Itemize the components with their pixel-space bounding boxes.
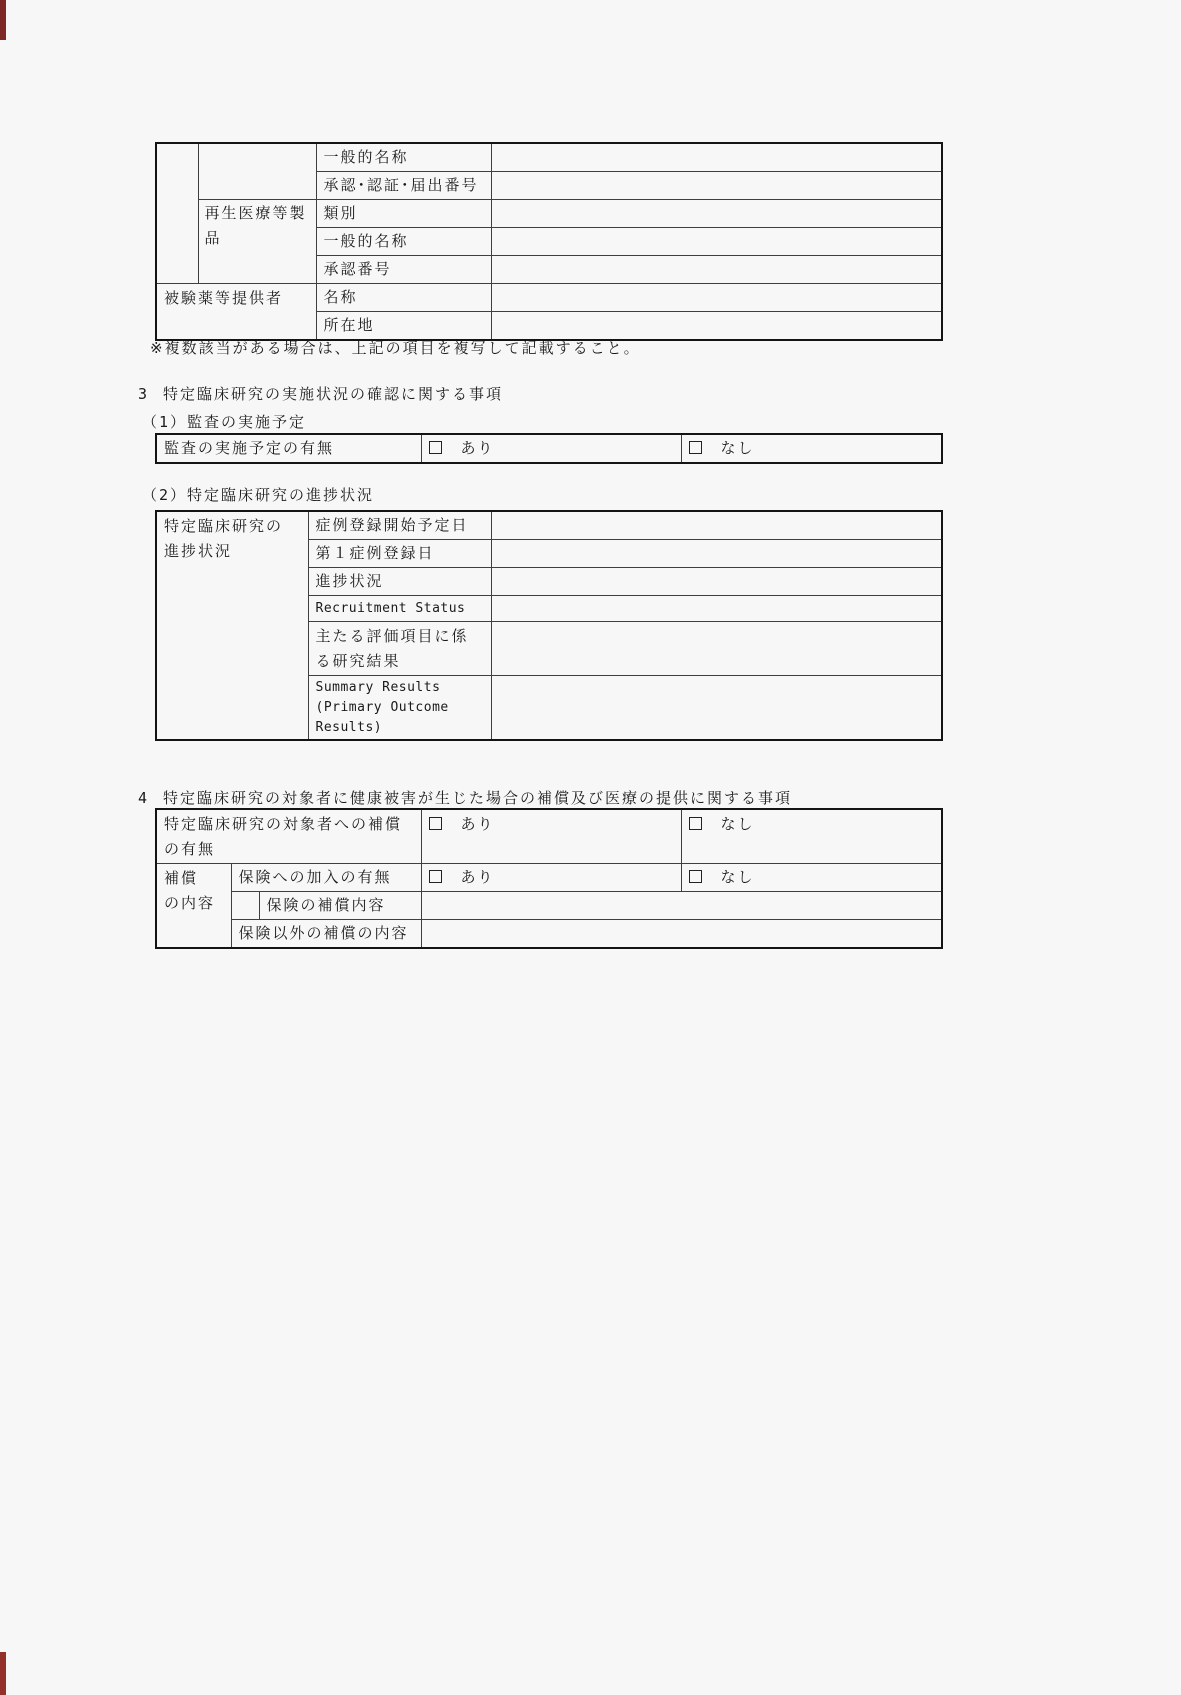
field-label-cell: 承認番号 xyxy=(316,256,491,284)
subcategory-spacer-cell xyxy=(198,143,316,200)
option-yes-label: あり xyxy=(460,439,495,457)
field-label-cell: 主たる評価項目に係る研究結果 xyxy=(308,622,491,676)
section3-heading xyxy=(138,385,503,403)
compensation-option-yes-cell xyxy=(421,809,681,864)
section3-1-heading: （1）監査の実施予定 xyxy=(142,413,307,431)
field-value-cell xyxy=(491,622,942,676)
table-row xyxy=(156,809,942,864)
field-label-cell: 一般的名称 xyxy=(316,228,491,256)
progress-group-label-cell xyxy=(156,511,308,740)
field-value-cell xyxy=(491,568,942,596)
compensation-table xyxy=(155,808,943,949)
insurance-coverage-label-cell: 保険の補償内容 xyxy=(259,892,421,920)
field-value-cell xyxy=(421,892,942,920)
audit-plan-table xyxy=(155,433,943,464)
option-no-label: なし xyxy=(720,439,755,457)
scan-artifact-bottom-left xyxy=(0,1652,6,1695)
category-spacer-cell xyxy=(156,143,198,284)
insurance-enrollment-label-cell: 保険への加入の有無 xyxy=(231,864,421,892)
product-info-table xyxy=(155,142,943,341)
option-no-label: なし xyxy=(720,815,755,833)
progress-group-label-line2: 進捗状況 xyxy=(164,542,233,560)
section4-heading xyxy=(138,789,792,807)
compensation-content-group-cell xyxy=(156,864,231,949)
field-label-cell: 類別 xyxy=(316,200,491,228)
option-yes-label: あり xyxy=(460,815,495,833)
duplicate-items-note: ※複数該当がある場合は、上記の項目を複写して記載すること。 xyxy=(150,339,641,357)
checkbox-unchecked-icon xyxy=(429,817,442,830)
field-label-cell: 進捗状況 xyxy=(308,568,491,596)
checkbox-unchecked-icon xyxy=(689,817,702,830)
compensation-option-no-cell xyxy=(681,809,942,864)
section4-number: 4 xyxy=(138,789,150,807)
table-row xyxy=(156,143,942,172)
field-value-cell xyxy=(491,143,942,172)
audit-plan-label-cell: 監査の実施予定の有無 xyxy=(156,434,421,463)
field-value-cell xyxy=(491,540,942,568)
section3-number: 3 xyxy=(138,385,150,403)
field-value-cell xyxy=(491,596,942,622)
table-row xyxy=(156,892,942,920)
section3-2-heading: （2）特定臨床研究の進捗状況 xyxy=(142,486,375,504)
checkbox-unchecked-icon xyxy=(689,870,702,883)
field-label-cell: 所在地 xyxy=(316,312,491,341)
field-value-cell xyxy=(491,511,942,540)
checkbox-unchecked-icon xyxy=(429,441,442,454)
progress-group-label-line1: 特定臨床研究の xyxy=(164,517,284,535)
field-label-cell: 一般的名称 xyxy=(316,143,491,172)
insurance-option-yes-cell xyxy=(421,864,681,892)
checkbox-unchecked-icon xyxy=(689,441,702,454)
field-label-cell: 名称 xyxy=(316,284,491,312)
field-label-cell: 症例登録開始予定日 xyxy=(308,511,491,540)
regen-product-category-cell: 再生医療等製品 xyxy=(198,200,316,284)
field-value-cell xyxy=(421,920,942,949)
field-value-cell xyxy=(491,284,942,312)
progress-status-table xyxy=(155,510,943,741)
table-row xyxy=(156,511,942,540)
scan-artifact-top-left xyxy=(0,0,6,40)
table-row xyxy=(156,434,942,463)
checkbox-unchecked-icon xyxy=(429,870,442,883)
compensation-content-label-line1: 補償 xyxy=(164,869,199,887)
compensation-content-label-line2: の内容 xyxy=(164,894,216,912)
field-label-cell: Recruitment Status xyxy=(308,596,491,622)
option-yes-label: あり xyxy=(460,868,495,886)
compensation-presence-label-cell: 特定臨床研究の対象者への補償の有無 xyxy=(156,809,421,864)
table-row xyxy=(156,284,942,312)
field-value-cell xyxy=(491,676,942,741)
field-value-cell xyxy=(491,312,942,341)
field-label-cell: Summary Results (Primary Outcome Results) xyxy=(308,676,491,741)
insurance-option-no-cell xyxy=(681,864,942,892)
section3-title: 特定臨床研究の実施状況の確認に関する事項 xyxy=(163,385,504,403)
table-row xyxy=(156,920,942,949)
indent-spacer-cell xyxy=(231,892,259,920)
field-value-cell xyxy=(491,172,942,200)
section4-title: 特定臨床研究の対象者に健康被害が生じた場合の補償及び医療の提供に関する事項 xyxy=(163,789,793,807)
table-row xyxy=(156,200,942,228)
field-value-cell xyxy=(491,200,942,228)
field-label-cell: 第１症例登録日 xyxy=(308,540,491,568)
field-label-cell: 承認･認証･届出番号 xyxy=(316,172,491,200)
audit-option-yes-cell xyxy=(421,434,681,463)
option-no-label: なし xyxy=(720,868,755,886)
non-insurance-label-cell: 保険以外の補償の内容 xyxy=(231,920,421,949)
table-row xyxy=(156,864,942,892)
field-value-cell xyxy=(491,256,942,284)
provider-header-cell: 被験薬等提供者 xyxy=(156,284,316,341)
field-value-cell xyxy=(491,228,942,256)
audit-option-no-cell xyxy=(681,434,942,463)
